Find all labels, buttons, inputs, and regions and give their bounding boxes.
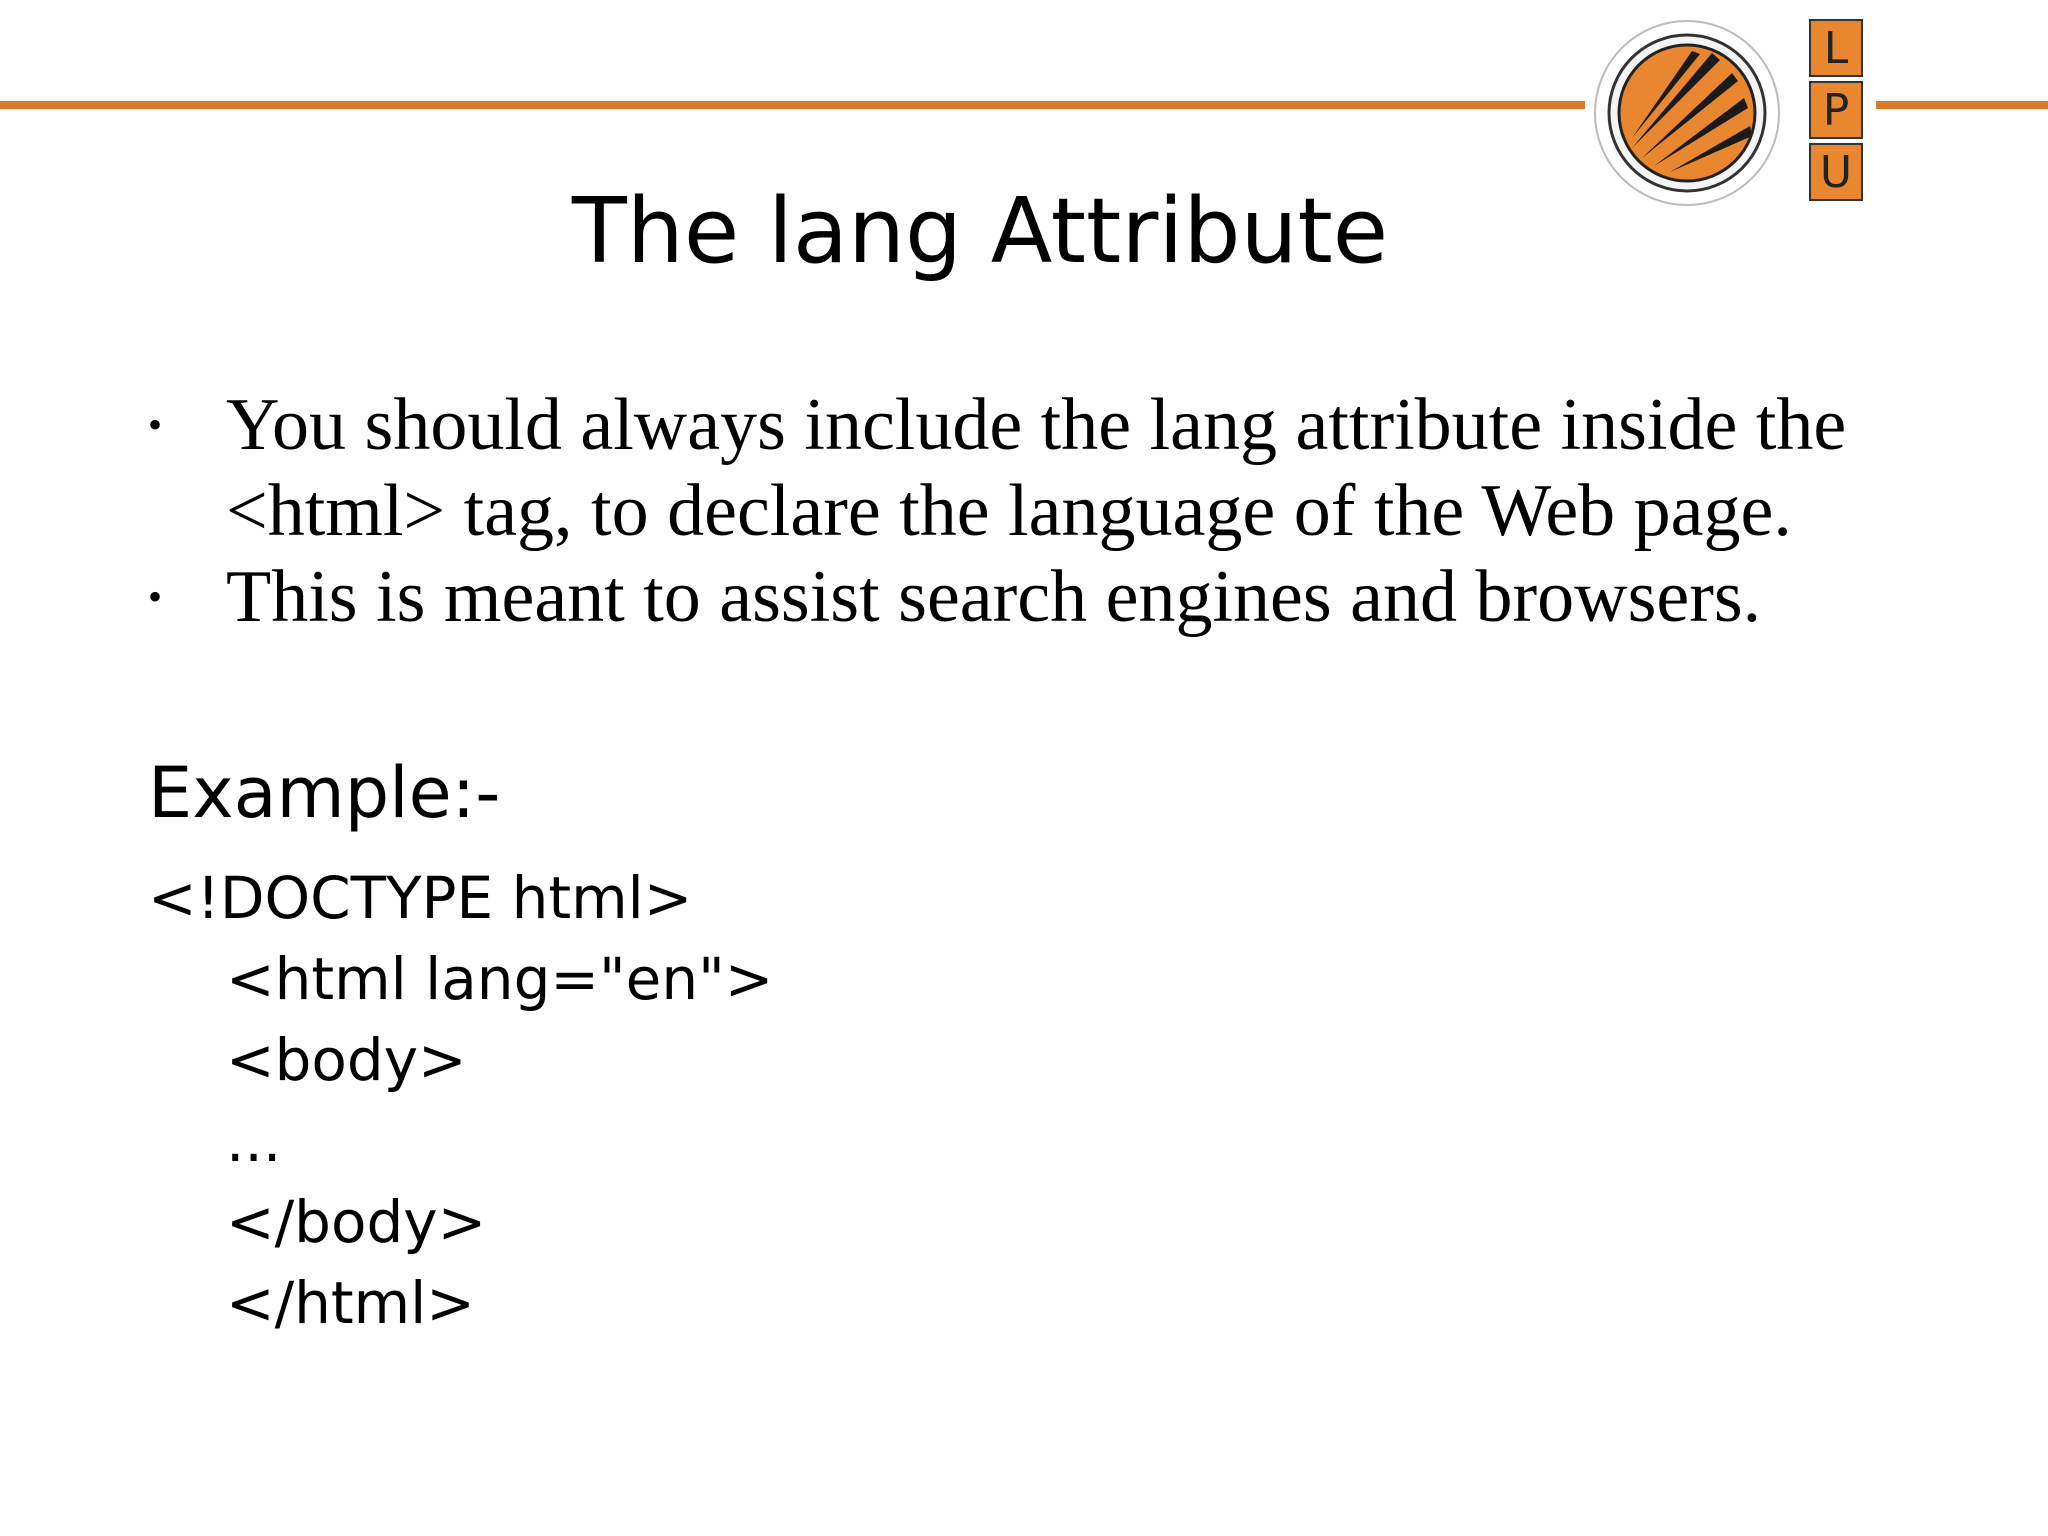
svg-text:L: L: [1823, 23, 1849, 74]
header-divider-left: [0, 101, 1585, 109]
bullet-item: [148, 554, 1948, 640]
code-line: </html>: [226, 1269, 475, 1337]
code-line: <body>: [226, 1026, 467, 1094]
svg-text:P: P: [1822, 85, 1850, 136]
slide-title: The lang Attribute: [571, 179, 1389, 284]
code-line: </body>: [226, 1188, 487, 1256]
lpu-logo: [1592, 18, 1892, 208]
bullet-icon: •: [148, 402, 163, 447]
code-line: <!DOCTYPE html>: [148, 864, 693, 932]
bullet-icon: •: [148, 574, 163, 619]
svg-text:U: U: [1819, 147, 1853, 198]
code-line: ...: [226, 1107, 282, 1175]
code-line: <html lang="en">: [226, 945, 774, 1013]
example-label: Example:-: [148, 752, 501, 834]
bullet-text: This is meant to assist search engines and browsers.: [226, 556, 1762, 638]
lpu-letters-icon: [1810, 20, 1862, 200]
code-example: [148, 858, 773, 1344]
bullet-text: You should always include the lang attribute inside the <html> tag, to declare the language of the Web page.: [226, 384, 1847, 552]
bullet-item: [148, 382, 1948, 554]
header-divider-right: [1876, 101, 2048, 109]
university-seal-icon: [1595, 21, 1779, 205]
bullet-list: [148, 382, 1948, 640]
